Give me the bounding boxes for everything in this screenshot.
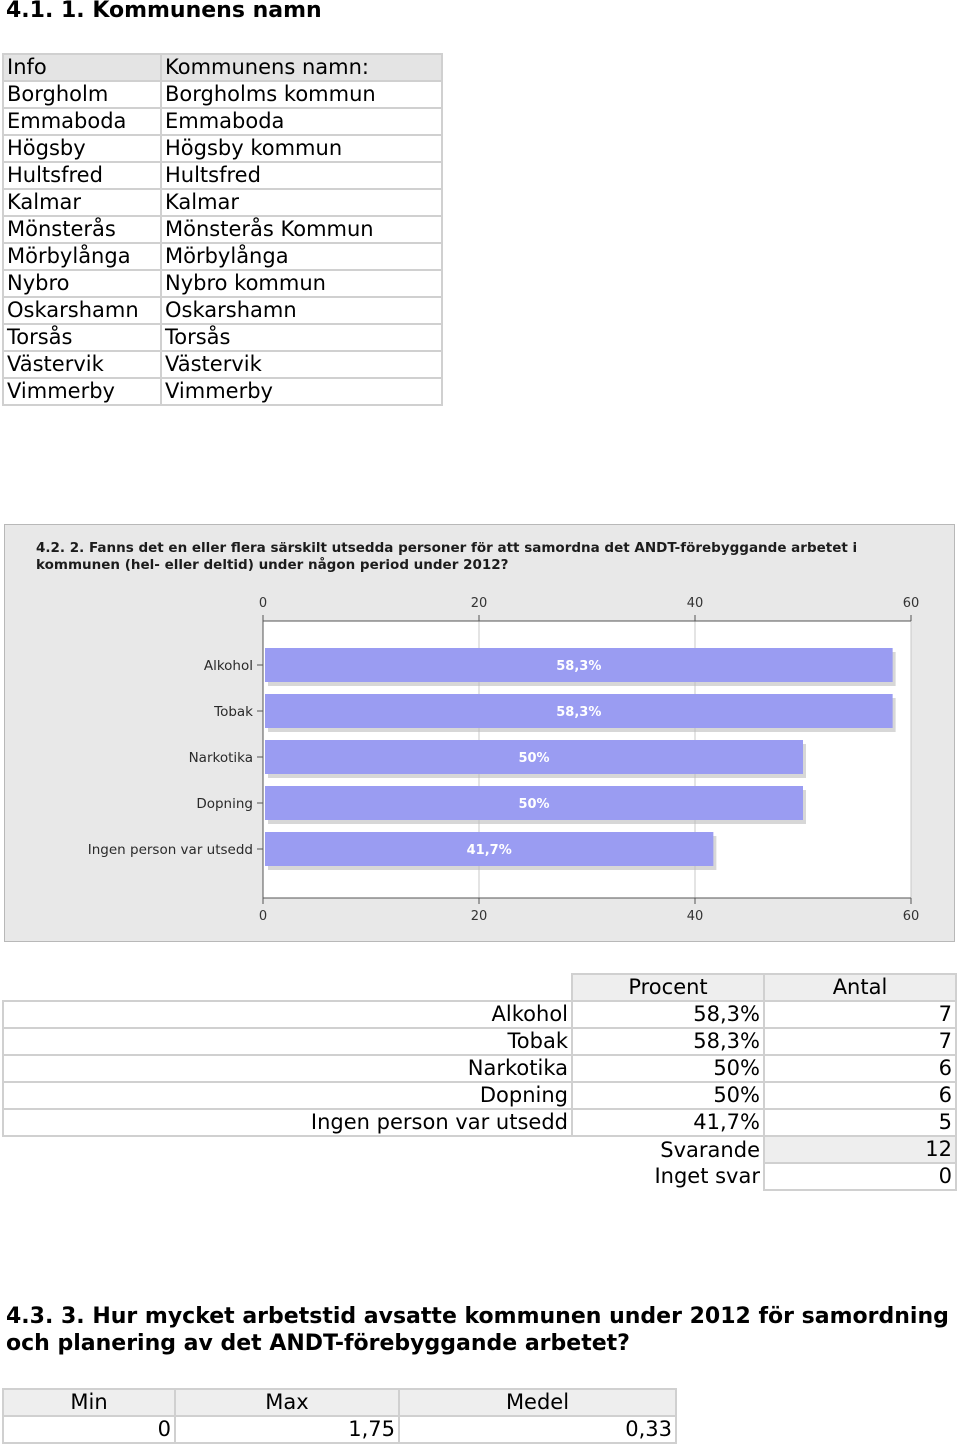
cell-antal: 7 [764,1001,956,1028]
cell-antal: 6 [764,1055,956,1082]
heading-line-1: 4.3. 3. Hur mycket arbetstid avsatte kommunen under 2012 för samordning [6,1304,949,1329]
cell-info: Vimmerby [3,378,161,405]
table-header-row [3,1389,676,1416]
data-label: 41,7% [466,843,512,858]
table-row [3,108,442,135]
row-label: Dopning [3,1082,572,1109]
data-label: 50% [518,751,550,766]
tick-label-top: 40 [686,596,704,611]
heading-line-2: och planering av det ANDT-förebyggande arbetet? [6,1331,630,1356]
column-header-max: Max [175,1389,399,1416]
cell-kommunens-namn: Högsby kommun [161,135,442,162]
summary-value: 12 [764,1136,956,1163]
table-row [3,297,442,324]
table-row [3,1109,956,1136]
stats-table [2,1388,677,1444]
tick-label-bottom: 0 [258,909,268,924]
category-label: Narkotika [188,750,253,766]
result-table [2,973,957,1191]
cell-procent: 50% [572,1055,764,1082]
row-label: Ingen person var utsedd [3,1109,572,1136]
row-label: Alkohol [3,1001,572,1028]
table-row [3,1001,956,1028]
summary-row [3,1163,956,1190]
category-label: Tobak [214,704,253,720]
cell-kommunens-namn: Emmaboda [161,108,442,135]
column-header-info: Info [3,54,161,81]
table-row [3,189,442,216]
table-row [3,1055,956,1082]
chart-title-line-1: 4.2. 2. Fanns det en eller flera särskilt utsedda personer för att samordna det ANDT-förebyggande arbetet i [36,540,858,556]
tick-label-top: 60 [902,596,920,611]
column-header-procent: Procent [572,974,764,1001]
cell-kommunens-namn: Hultsfred [161,162,442,189]
stat-max-value: 1,75 [175,1416,399,1443]
cell-kommunens-namn: Torsås [161,324,442,351]
table-row [3,1416,676,1443]
cell-antal: 5 [764,1109,956,1136]
table-row [3,216,442,243]
stat-medel-value: 0,33 [399,1416,676,1443]
cell-info: Hultsfred [3,162,161,189]
summary-value: 0 [764,1163,956,1190]
table-row [3,162,442,189]
table-header-row [3,974,956,1001]
tick-label-top: 20 [470,596,488,611]
row-label: Narkotika [3,1055,572,1082]
cell-kommunens-namn: Nybro kommun [161,270,442,297]
cell-info: Västervik [3,351,161,378]
data-label: 58,3% [556,705,602,720]
cell-kommunens-namn: Oskarshamn [161,297,442,324]
cell-info: Högsby [3,135,161,162]
table-row [3,324,442,351]
cell-info: Emmaboda [3,108,161,135]
chart-title-line-2: kommunen (hel- eller deltid) under någon period under 2012? [36,557,509,573]
empty-corner-cell [3,974,572,1001]
cell-kommunens-namn: Västervik [161,351,442,378]
cell-info: Mörbylånga [3,243,161,270]
cell-kommunens-namn: Mörbylånga [161,243,442,270]
empty-cell [3,1163,572,1190]
column-header-kommunens-namn: Kommunens namn: [161,54,442,81]
cell-kommunens-namn: Borgholms kommun [161,81,442,108]
tick-label-bottom: 20 [470,909,488,924]
table-row [3,1082,956,1109]
bar-chart-andt-coordinators [4,524,955,942]
cell-procent: 41,7% [572,1109,764,1136]
empty-cell [3,1136,572,1163]
column-header-medel: Medel [399,1389,676,1416]
category-label: Alkohol [203,658,253,674]
cell-procent: 58,3% [572,1028,764,1055]
cell-info: Mönsterås [3,216,161,243]
section-heading-kommunens-namn: 4.1. 1. Kommunens namn [6,0,322,23]
cell-antal: 7 [764,1028,956,1055]
cell-kommunens-namn: Kalmar [161,189,442,216]
table-row [3,351,442,378]
table-row [3,135,442,162]
bar-chart-svg [5,525,956,943]
stat-min-value: 0 [3,1416,175,1443]
column-header-min: Min [3,1389,175,1416]
summary-row [3,1136,956,1163]
column-header-antal: Antal [764,974,956,1001]
summary-label: Svarande [660,1137,760,1162]
tick-label-bottom: 40 [686,909,704,924]
cell-procent: 58,3% [572,1001,764,1028]
category-label: Dopning [196,796,253,812]
cell-kommunens-namn: Mönsterås Kommun [161,216,442,243]
cell-info: Borgholm [3,81,161,108]
tick-label-top: 0 [258,596,268,611]
summary-label: Inget svar [654,1164,760,1188]
table-row [3,1028,956,1055]
table-header-row [3,54,442,81]
cell-info: Torsås [3,324,161,351]
cell-procent: 50% [572,1082,764,1109]
table-row [3,378,442,405]
data-label: 50% [518,797,550,812]
table-row [3,81,442,108]
cell-antal: 6 [764,1082,956,1109]
data-label: 58,3% [556,659,602,674]
table-row [3,243,442,270]
section-heading-arbetstid [6,1303,949,1357]
cell-info: Oskarshamn [3,297,161,324]
kommun-table [2,53,443,406]
cell-info: Nybro [3,270,161,297]
cell-info: Kalmar [3,189,161,216]
cell-kommunens-namn: Vimmerby [161,378,442,405]
tick-label-bottom: 60 [902,909,920,924]
category-label: Ingen person var utsedd [87,842,253,858]
row-label: Tobak [3,1028,572,1055]
table-row [3,270,442,297]
